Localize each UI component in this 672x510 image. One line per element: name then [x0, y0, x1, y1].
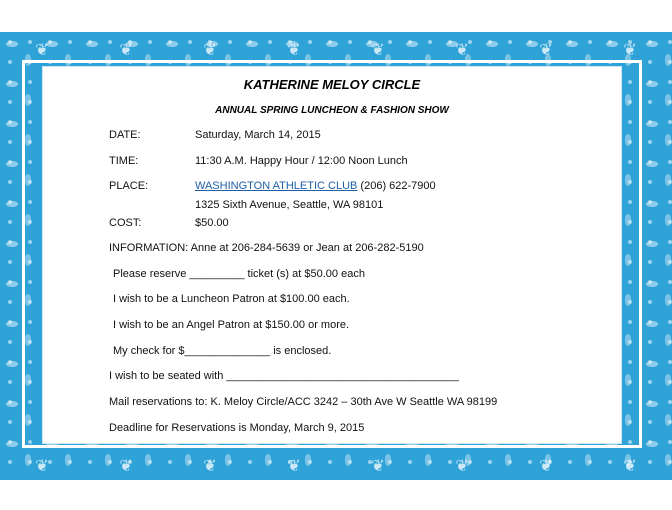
ornament-icon: ❦	[119, 455, 133, 475]
ornament-icon: ❦	[203, 455, 217, 475]
cost-label: COST:	[109, 217, 142, 229]
ornament-icon: ❦	[35, 39, 49, 59]
deadline-line: Deadline for Reservations is Monday, March 9, 2015	[109, 422, 365, 434]
angel-patron-line: I wish to be an Angel Patron at $150.00 or more.	[113, 319, 350, 331]
ornament-icon: ❦	[287, 39, 301, 59]
top-ornament-strip	[0, 36, 672, 62]
ornament-icon: ❦	[539, 39, 553, 59]
place-address: 1325 Sixth Avenue, Seattle, WA 98101	[195, 199, 384, 211]
invitation-card	[42, 66, 622, 444]
place-label: PLACE:	[109, 180, 149, 192]
ornament-icon: ❦	[623, 455, 637, 475]
invitation-subtitle: ANNUAL SPRING LUNCHEON & FASHION SHOW	[215, 105, 449, 116]
check-line: My check for $______________ is enclosed.	[113, 345, 332, 357]
ornament-icon: ❦	[623, 39, 637, 59]
ornament-icon: ❦	[371, 39, 385, 59]
information-line: INFORMATION: Anne at 206-284-5639 or Jean at 206-282-5190	[109, 242, 424, 254]
ornament-icon: ❦	[119, 39, 133, 59]
ornament-icon: ❦	[203, 39, 217, 59]
ornament-icon: ❦	[539, 455, 553, 475]
ornament-icon: ❦	[455, 455, 469, 475]
bottom-ornament-strip	[0, 452, 672, 478]
reserve-line: Please reserve _________ ticket (s) at $50.00 each	[113, 268, 365, 280]
time-label: TIME:	[109, 155, 139, 167]
invitation-title: KATHERINE MELOY CIRCLE	[243, 77, 421, 92]
date-label: DATE:	[109, 129, 141, 141]
time-value: 11:30 A.M. Happy Hour / 12:00 Noon Lunch	[195, 155, 408, 167]
ornament-icon: ❦	[371, 455, 385, 475]
place-link[interactable]: WASHINGTON ATHLETIC CLUB	[195, 180, 358, 192]
date-value: Saturday, March 14, 2015	[195, 129, 321, 141]
place-phone: (206) 622-7900	[357, 180, 436, 192]
ornament-icon: ❦	[35, 455, 49, 475]
seated-line: I wish to be seated with ______________________________________	[109, 370, 459, 382]
luncheon-patron-line: I wish to be a Luncheon Patron at $100.00 each.	[113, 293, 350, 305]
mail-line: Mail reservations to: K. Meloy Circle/ACC 3242 – 30th Ave W Seattle WA 98199	[109, 396, 498, 408]
cost-value: $50.00	[195, 217, 229, 229]
place-value	[195, 180, 436, 192]
ornament-icon: ❦	[455, 39, 469, 59]
ornament-icon: ❦	[287, 455, 301, 475]
